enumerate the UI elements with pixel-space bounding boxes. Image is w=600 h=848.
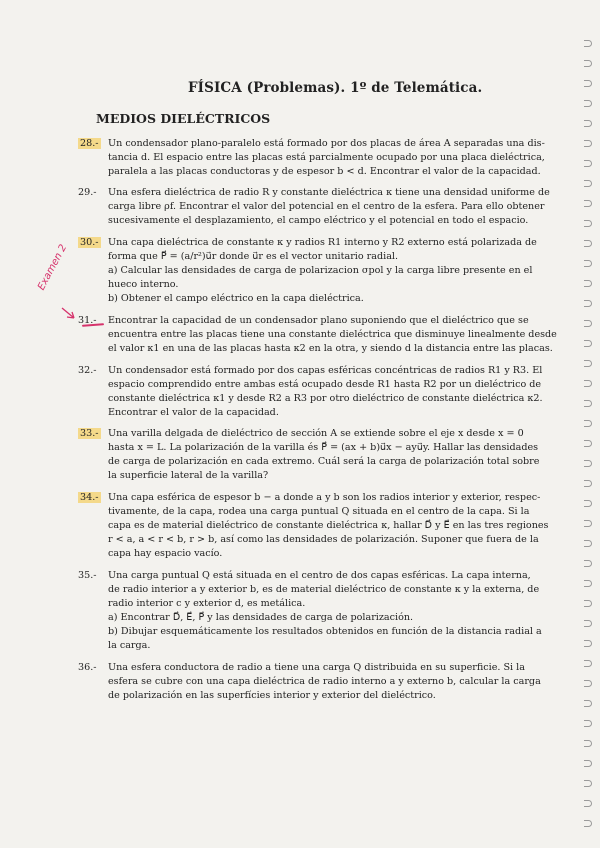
binder-ring bbox=[584, 500, 592, 507]
page-title: FÍSICA (Problemas). 1º de Telemática. bbox=[188, 80, 483, 96]
problem-line: paralela a las placas conductoras y de espesor b < d. Encontrar el valor de la capacidad. bbox=[108, 166, 541, 177]
problem-line: a) Encontrar D⃗, E⃗, P⃗ y las densidades de carga de polarización. bbox=[108, 612, 414, 623]
problem-line: Encontrar el valor de la capacidad. bbox=[108, 407, 279, 418]
problem-line: esfera se cubre con una capa dieléctrica de radio interno a y externo b, calcular la carga bbox=[108, 676, 541, 687]
problem-line: sucesivamente el desplazamiento, el campo eléctrico y el potencial en todo el espacio. bbox=[108, 215, 529, 226]
binder-ring bbox=[584, 360, 592, 367]
problem-line: b) Obtener el campo eléctrico en la capa dieléctrica. bbox=[108, 293, 364, 304]
binder-ring bbox=[584, 800, 592, 807]
problem-line: la carga. bbox=[108, 640, 151, 651]
binder-ring bbox=[584, 140, 592, 147]
handwritten-note: Examen 2 bbox=[36, 242, 70, 293]
problem-number: 32.- bbox=[78, 365, 97, 376]
problem-line: Una esfera conductora de radio a tiene una carga Q distribuida en su superficie. Si la bbox=[108, 662, 525, 673]
binder-ring bbox=[584, 40, 592, 47]
binder-ring bbox=[584, 640, 592, 647]
problem-number: 34.- bbox=[80, 492, 99, 503]
problem-line: Una capa dieléctrica de constante κ y radios R1 interno y R2 externo está polarizada de bbox=[108, 237, 537, 248]
binder-ring bbox=[584, 120, 592, 127]
problem-line: constante dieléctrica κ1 y desde R2 a R3 por otro dieléctrico de constante dieléctrica κ2. bbox=[108, 393, 543, 404]
binder-ring bbox=[584, 160, 592, 167]
problem-line: hueco interno. bbox=[108, 279, 179, 290]
problem-line: tancia d. El espacio entre las placas está parcialmente ocupado por una placa dieléctrica, bbox=[108, 152, 545, 163]
section-heading: MEDIOS DIELÉCTRICOS bbox=[96, 111, 271, 126]
binder-ring bbox=[584, 700, 592, 707]
binder-ring bbox=[584, 780, 592, 787]
problem-line: de polarización en las superfícies interior y exterior del dieléctrico. bbox=[108, 690, 436, 701]
binder-ring bbox=[584, 220, 592, 227]
binder-ring bbox=[584, 680, 592, 687]
binder-rings bbox=[584, 40, 596, 840]
problem-line: carga libre ρf. Encontrar el valor del potencial en el centro de la esfera. Para ello obtener bbox=[108, 201, 545, 212]
problem-line: Un condensador está formado por dos capas esféricas concéntricas de radios R1 y R3. El bbox=[108, 365, 543, 376]
binder-ring bbox=[584, 60, 592, 67]
binder-ring bbox=[584, 200, 592, 207]
binder-ring bbox=[584, 740, 592, 747]
binder-ring bbox=[584, 460, 592, 467]
problem-line: radio interior c y exterior d, es metálica. bbox=[108, 598, 306, 609]
binder-ring bbox=[584, 420, 592, 427]
binder-ring bbox=[584, 600, 592, 607]
binder-ring bbox=[584, 80, 592, 87]
handwritten-arrow-icon bbox=[60, 306, 80, 322]
binder-ring bbox=[584, 560, 592, 567]
problem-line: capa es de material dieléctrico de constante dieléctrica κ, hallar D⃗ y E⃗ en las tres regiones bbox=[108, 520, 549, 531]
problem-line: r < a, a < r < b, r > b, así como las densidades de polarización. Suponer que fuera de la bbox=[108, 534, 539, 545]
binder-ring bbox=[584, 540, 592, 547]
problem-line: tivamente, de la capa, rodea una carga puntual Q situada en el centro de la capa. Si la bbox=[108, 506, 530, 517]
problem-line: encuentra entre las placas tiene una constante dieléctrica que disminuye linealmente desde bbox=[108, 329, 557, 340]
problem-number: 29.- bbox=[78, 187, 97, 198]
problem-line: Una carga puntual Q está situada en el centro de dos capas esféricas. La capa interna, bbox=[108, 570, 531, 581]
problem-number: 33.- bbox=[80, 428, 99, 439]
problem-line: el valor κ1 en una de las placas hasta κ2 en la otra, y siendo d la distancia entre las placas. bbox=[108, 343, 553, 354]
binder-ring bbox=[584, 280, 592, 287]
binder-ring bbox=[584, 660, 592, 667]
problem-number: 28.- bbox=[80, 138, 99, 149]
binder-ring bbox=[584, 400, 592, 407]
problem-line: capa hay espacio vacío. bbox=[108, 548, 223, 559]
binder-ring bbox=[584, 260, 592, 267]
problem-number: 30.- bbox=[80, 237, 99, 248]
binder-ring bbox=[584, 620, 592, 627]
binder-ring bbox=[584, 480, 592, 487]
problem-number: 31.- bbox=[78, 315, 97, 326]
problem-line: hasta x = L. La polarización de la varilla és P⃗ = (ax + b)u⃗x − ayu⃗y. Hallar las densidades bbox=[108, 442, 539, 453]
problem-line: Encontrar la capacidad de un condensador plano suponiendo que el dieléctrico que se bbox=[108, 315, 529, 326]
problem-line: de radio interior a y exterior b, es de material dieléctrico de constante κ y la externa, de bbox=[108, 584, 540, 595]
binder-ring bbox=[584, 380, 592, 387]
binder-ring bbox=[584, 760, 592, 767]
problem-line: de carga de polarización en cada extremo. Cuál será la carga de polarización total sobre bbox=[108, 456, 540, 467]
problem-line: Un condensador plano-paralelo está formado por dos placas de área A separadas una dis- bbox=[108, 138, 545, 149]
problem-line: Una esfera dieléctrica de radio R y constante dieléctrica κ tiene una densidad uniforme de bbox=[108, 187, 550, 198]
binder-ring bbox=[584, 720, 592, 727]
problem-number: 35.- bbox=[78, 570, 97, 581]
binder-ring bbox=[584, 440, 592, 447]
problem-line: espacio comprendido entre ambas está ocupado desde R1 hasta R2 por un dieléctrico de bbox=[108, 379, 542, 390]
binder-ring bbox=[584, 820, 592, 827]
problem-line: Una varilla delgada de dieléctrico de sección A se extiende sobre el eje x desde x = 0 bbox=[108, 428, 524, 439]
binder-ring bbox=[584, 180, 592, 187]
binder-ring bbox=[584, 580, 592, 587]
problem-line: Una capa esférica de espesor b − a donde a y b son los radios interior y exterior, respec- bbox=[108, 492, 541, 503]
binder-ring bbox=[584, 240, 592, 247]
binder-ring bbox=[584, 320, 592, 327]
binder-ring bbox=[584, 340, 592, 347]
problem-line: a) Calcular las densidades de carga de polarizacion σpol y la carga libre presente en el bbox=[108, 265, 533, 276]
problem-line: b) Dibujar esquemáticamente los resultados obtenidos en función de la distancia radial a bbox=[108, 626, 542, 637]
problem-line: forma que P⃗ = (a/r²)u⃗r donde u⃗r es el vector unitario radial. bbox=[108, 251, 399, 262]
binder-ring bbox=[584, 300, 592, 307]
problem-number: 36.- bbox=[78, 662, 97, 673]
problem-line: la superficie lateral de la varilla? bbox=[108, 470, 269, 481]
binder-ring bbox=[584, 100, 592, 107]
binder-ring bbox=[584, 520, 592, 527]
